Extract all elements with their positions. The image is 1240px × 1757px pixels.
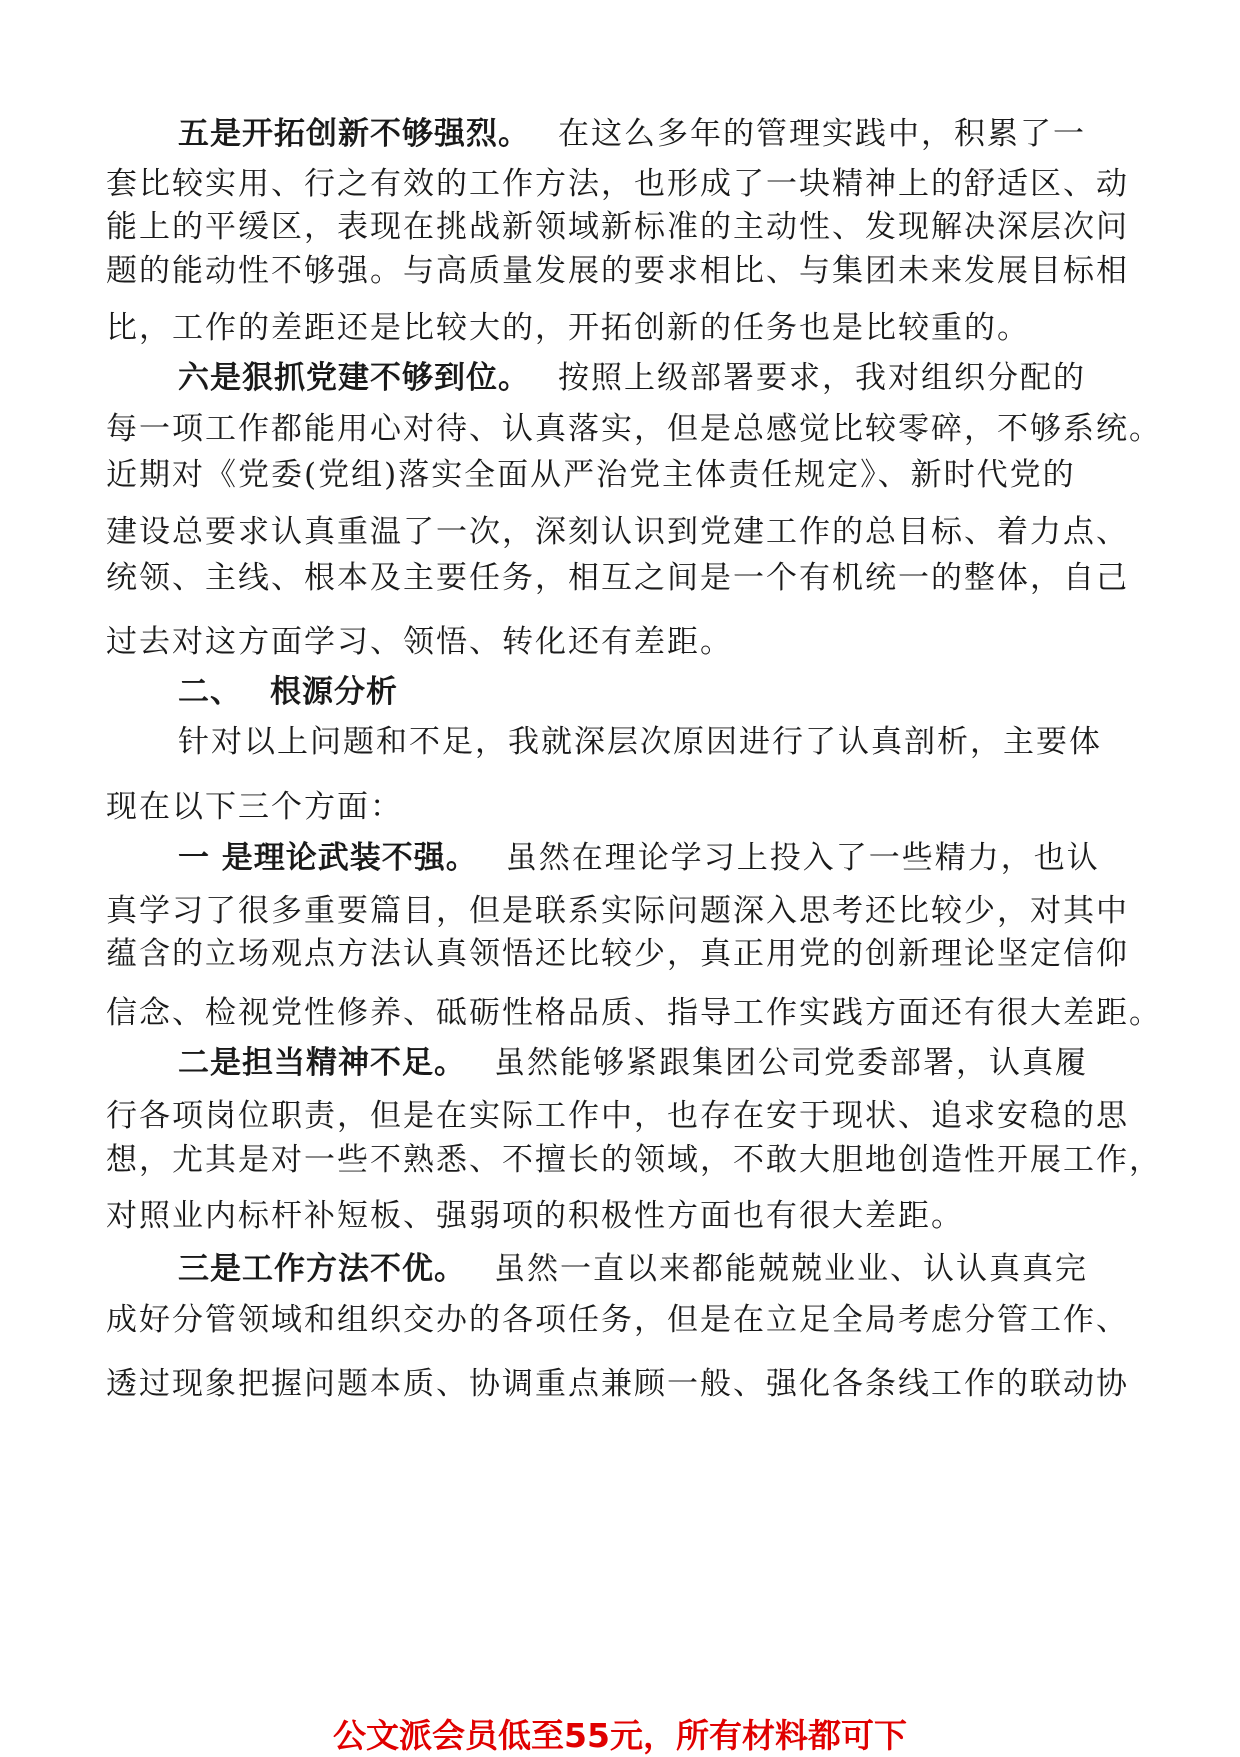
paragraph-line (178, 1041, 1240, 1085)
paragraph-line: 题的能动性不够强。与高质量发展的要求相比、与集团未来发展目标相 (106, 253, 1129, 289)
promo-footer: 公文派会员低至55元，所有材料都可下 (333, 1716, 907, 1755)
paragraph-line: 近期对《党委(党组)落实全面从严治党主体责任规定》、新时代党的 (106, 457, 1076, 493)
paragraph-heading: 三是工作方法不优。 (178, 1251, 466, 1287)
paragraph-line: 套比较实用、行之有效的工作方法，也形成了一块精神上的舒适区、动 (106, 166, 1129, 202)
paragraph-line (178, 836, 1240, 880)
paragraph-line: 蕴含的立场观点方法认真领悟还比较少，真正用党的创新理论坚定信仰 (106, 936, 1129, 972)
paragraph-line: 建设总要求认真重温了一次，深刻认识到党建工作的总目标、着力点、 (106, 514, 1129, 550)
paragraph-line (178, 356, 1240, 400)
paragraph-line (178, 112, 1240, 156)
paragraph-line: 每一项工作都能用心对待、认真落实，但是总感觉比较零碎，不够系统。 (106, 411, 1162, 447)
section-number: 二、 (178, 674, 242, 710)
paragraph-line: 对照业内标杆补短板、强弱项的积极性方面也有很大差距。 (106, 1198, 964, 1234)
paragraph-heading: 二是担当精神不足。 (178, 1045, 466, 1081)
paragraph-line: 现在以下三个方面： (106, 789, 403, 825)
paragraph-text: 虽然能够紧跟集团公司党委部署，认真履 (494, 1045, 1088, 1081)
paragraph-line: 能上的平缓区，表现在挑战新领域新标准的主动性、发现解决深层次问 (106, 209, 1129, 245)
paragraph-text: 在这么多年的管理实践中，积累了一 (558, 116, 1086, 152)
section-heading (178, 670, 1240, 714)
paragraph-line: 真学习了很多重要篇目，但是联系实际问题深入思考还比较少，对其中 (106, 893, 1129, 929)
paragraph-line: 针对以上问题和不足，我就深层次原因进行了认真剖析，主要体 (178, 724, 1102, 760)
paragraph-line: 想，尤其是对一些不熟悉、不擅长的领域，不敢大胆地创造性开展工作， (106, 1142, 1162, 1178)
paragraph-heading: 六是狠抓党建不够到位。 (178, 360, 530, 396)
paragraph-line: 透过现象把握问题本质、协调重点兼顾一般、强化各条线工作的联动协 (106, 1366, 1129, 1402)
paragraph-line: 比，工作的差距还是比较大的，开拓创新的任务也是比较重的。 (106, 310, 1030, 346)
paragraph-text: 按照上级部署要求，我对组织分配的 (558, 360, 1086, 396)
section-title: 根源分析 (270, 674, 398, 710)
paragraph-line: 成好分管领域和组织交办的各项任务，但是在立足全局考虑分管工作、 (106, 1302, 1129, 1338)
paragraph-line: 统领、主线、根本及主要任务，相互之间是一个有机统一的整体，自己 (106, 560, 1129, 596)
paragraph-line: 信念、检视党性修养、砥砺性格品质、指导工作实践方面还有很大差距。 (106, 995, 1162, 1031)
paragraph-heading: 五是开拓创新不够强烈。 (178, 116, 530, 152)
paragraph-line (178, 1247, 1240, 1291)
paragraph-text: 虽然一直以来都能兢兢业业、认认真真完 (494, 1251, 1088, 1287)
paragraph-heading: 一 是理论武装不强。 (178, 840, 478, 876)
paragraph-line: 行各项岗位职责，但是在实际工作中，也存在安于现状、追求安稳的思 (106, 1098, 1129, 1134)
paragraph-text: 虽然在理论学习上投入了一些精力，也认 (505, 840, 1100, 876)
paragraph-line: 过去对这方面学习、领悟、转化还有差距。 (106, 624, 733, 660)
